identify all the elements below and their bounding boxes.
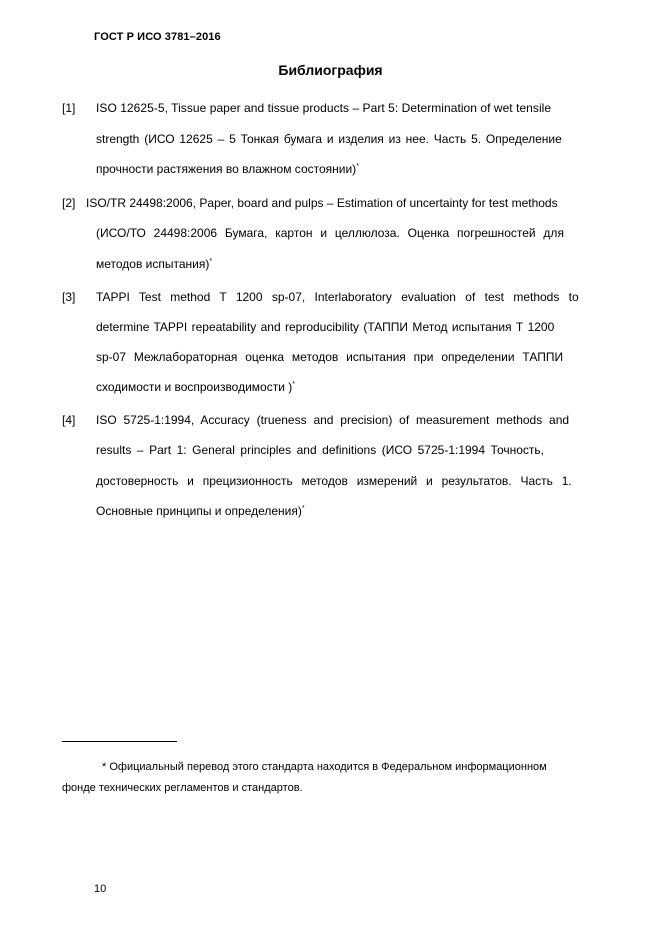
reference-line-last	[96, 380, 295, 394]
footnote-text: * Официальный перевод этого стандарта находится в Федеральном информационном	[102, 761, 547, 773]
reference-text: прочности растяжения во влажном состоянии)	[96, 162, 357, 176]
footnote-marker: *	[292, 381, 295, 388]
reference-line: strength (ИСО 12625 – 5 Тонкая бумага и изделия из нее. Часть 5. Определение	[96, 132, 562, 146]
footnote-line	[62, 757, 618, 778]
page-number: 10	[94, 883, 107, 895]
reference-line: determine TAPPI repeatability and reproducibility (ТАППИ Метод испытания Т 1200	[96, 320, 555, 334]
reference-line-last	[96, 162, 359, 176]
page-title: Библиография	[278, 62, 383, 78]
reference-number: [3]	[62, 290, 76, 304]
reference-line: достоверность и прецизионность методов измерений и результатов. Часть 1.	[96, 474, 572, 488]
footnote-marker: *	[356, 163, 359, 170]
reference-text: Основные принципы и определения)	[96, 504, 302, 518]
reference-number: [4]	[62, 413, 76, 427]
footnote-line: фонде технических регламентов и стандартов.	[62, 782, 303, 794]
reference-number: [1]	[62, 101, 76, 115]
reference-line: sp-07 Межлабораторная оценка методов испытания при определении ТАППИ	[96, 350, 564, 364]
reference-text: сходимости и воспроизводимости )	[96, 380, 293, 394]
reference-number: [2]	[62, 196, 76, 210]
reference-line: TAPPI Test method T 1200 sp-07, Interlaboratory evaluation of test methods to	[96, 290, 579, 304]
footnote-marker: *	[209, 258, 213, 265]
footnote-separator	[62, 741, 177, 742]
footnote	[62, 757, 618, 799]
footnote-marker: *	[301, 505, 305, 512]
reference-line: ISO 12625-5, Tissue paper and tissue products – Part 5: Determination of wet tensile	[96, 101, 552, 115]
reference-line: ISO/TR 24498:2006, Paper, board and pulps – Estimation of uncertainty for test methods	[86, 196, 558, 210]
reference-line: results – Part 1: General principles and definitions (ИСО 5725-1:1994 Точность,	[96, 443, 544, 457]
document-header: ГОСТ Р ИСО 3781–2016	[94, 31, 221, 43]
reference-line: ISO 5725-1:1994, Accuracy (trueness and precision) of measurement methods and	[96, 413, 570, 427]
reference-line-last	[96, 257, 212, 271]
reference-line: (ИСО/ТО 24498:2006 Бумага, картон и целлюлоза. Оценка погрешностей для	[96, 226, 564, 240]
reference-text: методов испытания)	[96, 257, 210, 271]
reference-line-last	[96, 504, 305, 518]
